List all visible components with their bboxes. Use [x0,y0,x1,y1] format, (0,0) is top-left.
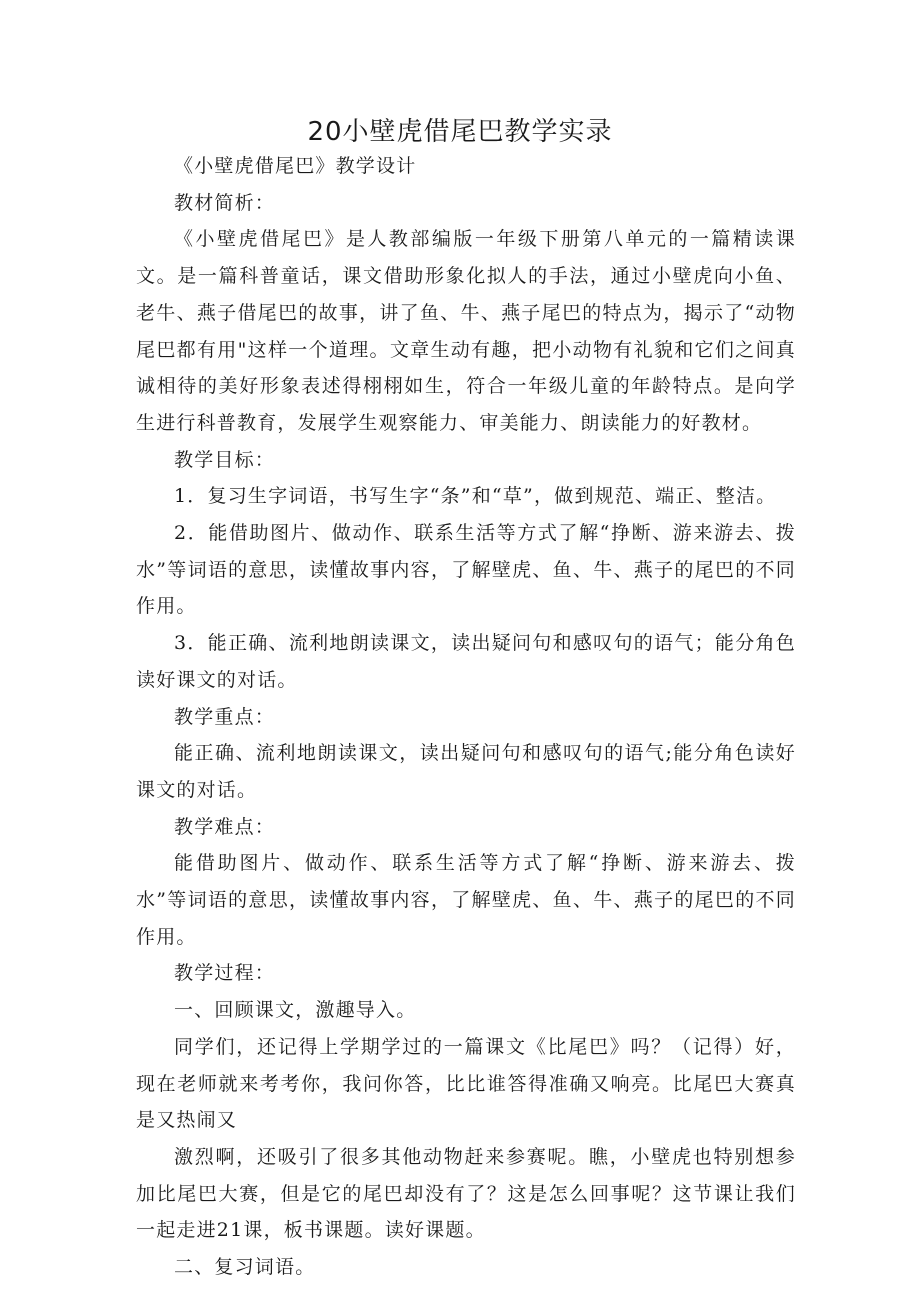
section-heading-process: 教学过程： [174,962,276,985]
difficulties-paragraph: 能借助图片、做动作、联系生活等方式了解“挣断、游来游去、拨水”等词语的意思，读懂故事内容，了解壁虎、鱼、牛、燕子的尾巴的不同作用。 [136,852,796,948]
document-body [136,148,796,1286]
analysis-paragraph: 《小壁虎借尾巴》是人教部编版一年级下册第八单元的一篇精读课文。是一篇科普童话，课文借助形象化拟人的手法，通过小壁虎向小鱼、老牛、燕子借尾巴的故事，讲了鱼、牛、燕子尾巴的特点为，揭示了“动物尾巴都有用"这样一个道理。文章生动有趣，把小动物有礼貌和它们之间真诚相待的美好形象表述得栩栩如生，符合一年级儿童的年龄特点。是向学生进行科普教育，发展学生观察能力、审美能力、朗读能力的好教材。 [136,228,796,434]
process-paragraph-1: 同学们，还记得上学期学过的一篇课文《比尾巴》吗？（记得）好，现在老师就来考考你，我问你答，比比谁答得准确又响亮。比尾巴大赛真是又热闹又 [136,1035,796,1132]
section-heading-difficulties: 教学难点： [174,815,276,838]
process-paragraph-2: 激烈啊，还吸引了很多其他动物赶来参赛呢。瞧，小壁虎也特别想参加比尾巴大赛，但是它的尾巴却没有了？这是怎么回事呢？这节课让我们一起走进21课，板书课题。读好课题。 [136,1145,796,1242]
process-step-2-heading: 二、复习词语。 [174,1256,316,1279]
process-step-1-heading: 一、回顾课文，激趣导入。 [174,999,417,1022]
document-title: 20小壁虎借尾巴教学实录 [307,117,613,147]
section-heading-key-points: 教学重点： [174,705,276,728]
goal-item-3: 3．能正确、流利地朗读课文，读出疑问句和感叹句的语气；能分角色读好课文的对话。 [136,632,796,691]
section-heading-goals: 教学目标： [174,448,276,471]
section-heading-analysis: 教材简析： [174,191,276,214]
goal-item-2: 2．能借助图片、做动作、联系生活等方式了解“挣断、游来游去、拨水”等词语的意思，读懂故事内容，了解壁虎、鱼、牛、燕子的尾巴的不同作用。 [136,522,796,618]
key-points-paragraph: 能正确、流利地朗读课文，读出疑问句和感叹句的语气;能分角色读好课文的对话。 [136,742,796,801]
design-subtitle: 《小壁虎借尾巴》教学设计 [174,155,417,177]
goal-item-1: 1．复习生字词语，书写生字“条”和“草”，做到规范、端正、整洁。 [174,485,777,508]
